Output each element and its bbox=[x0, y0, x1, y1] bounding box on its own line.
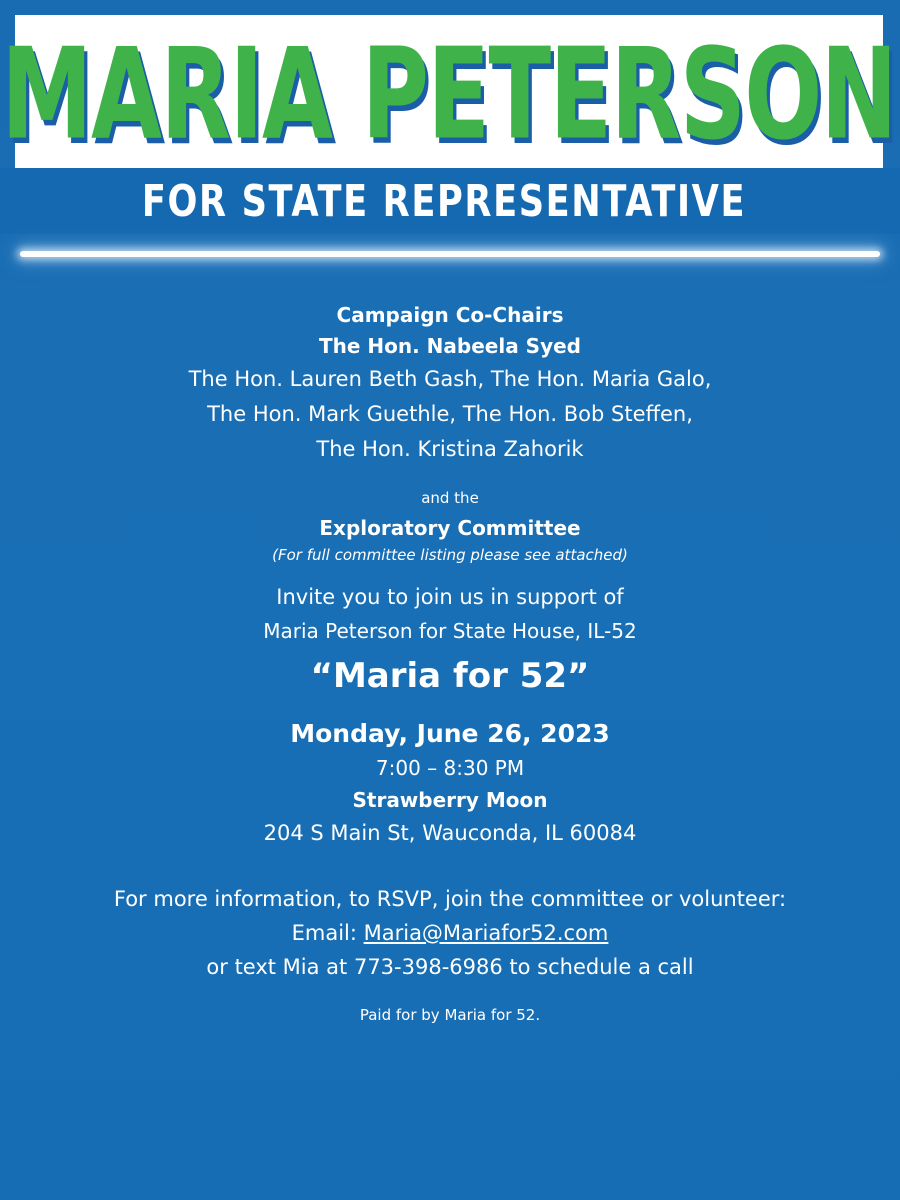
invite-line1: Invite you to join us in support of bbox=[276, 585, 624, 609]
candidate-name: MARIA PETERSON bbox=[1, 21, 897, 168]
slogan: “Maria for 52” bbox=[310, 656, 590, 696]
email-link[interactable]: Maria@Mariafor52.com bbox=[363, 921, 609, 945]
office-title: FOR STATE REPRESENTATIVE bbox=[141, 176, 747, 227]
event-time: 7:00 – 8:30 PM bbox=[375, 756, 525, 780]
contact-text-line: or text Mia at 773-398-6986 to schedule a call bbox=[206, 955, 694, 979]
cochairs-lead: The Hon. Nabeela Syed bbox=[318, 334, 581, 358]
paid-for-disclaimer: Paid for by Maria for 52. bbox=[359, 1006, 541, 1024]
glowing-divider bbox=[20, 251, 880, 257]
event-date: Monday, June 26, 2023 bbox=[290, 719, 610, 748]
email-label: Email: bbox=[291, 921, 364, 945]
contact-line1: For more information, to RSVP, join the committee or volunteer: bbox=[113, 887, 787, 911]
invite-line2: Maria Peterson for State House, IL-52 bbox=[263, 619, 637, 643]
event-venue: Strawberry Moon bbox=[352, 788, 548, 812]
and-the-text: and the bbox=[421, 489, 479, 507]
event-address: 204 S Main St, Wauconda, IL 60084 bbox=[263, 821, 637, 845]
cochairs-names-line1: The Hon. Lauren Beth Gash, The Hon. Maria Galo, bbox=[188, 367, 712, 391]
committee-heading: Exploratory Committee bbox=[319, 516, 581, 540]
candidate-name-banner bbox=[1, 15, 897, 168]
cochairs-heading: Campaign Co-Chairs bbox=[336, 303, 564, 327]
cochairs-names-line2: The Hon. Mark Guethle, The Hon. Bob Steffen, bbox=[207, 402, 693, 426]
committee-note: (For full committee listing please see attached) bbox=[272, 546, 628, 564]
contact-email-line bbox=[0, 916, 900, 950]
invitation-body bbox=[0, 300, 900, 1026]
cochairs-names-line3: The Hon. Kristina Zahorik bbox=[316, 437, 584, 461]
